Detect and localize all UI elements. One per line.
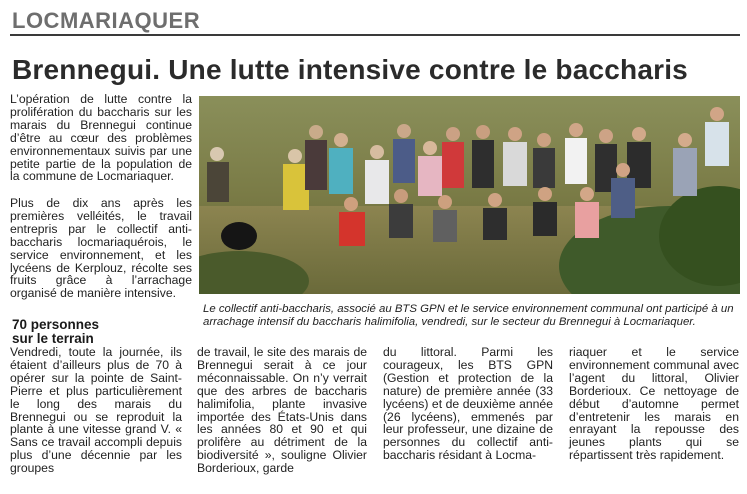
- intro-paragraph-1: L’opération de lutte contre la prolifération du baccharis sur les marais du Brennegui continue d’être au cœur des problèmes environnementaux suivis par une petite partie de la population de la commune de Locmariaquer.: [10, 92, 192, 184]
- subheading: [12, 318, 99, 346]
- subheading-line-2: sur le terrain: [12, 331, 94, 346]
- intro-paragraph-2: Plus de dix ans après les premières velléités, le travail entrepris par le collectif anti-baccharis locmariaquérois, le service environnement, et les lycéens de Kerplouz, récolte ses fruits grâce à l’arrachage organisé de manière intensive.: [10, 196, 192, 301]
- group-photo: [199, 96, 740, 294]
- body-column-1: Vendredi, toute la journée, ils étaient d’ailleurs plus de 70 à opérer sur la pointe de Saint-Pierre et plus particulièrement le long des marais du Brennegui ou se reproduit la plante à une vitesse grand V. « Sans ce travail accompli depuis plus d’une décennie par les groupes: [10, 345, 182, 476]
- photo-caption: Le collectif anti-baccharis, associé au BTS GPN et le service environnement communal ont participé à un arrachage intensif du baccharis halimifolia, vendredi, sur le secteur du Brennegui à Locmariaquer.: [203, 303, 734, 328]
- body-column-2: de travail, le site des marais de Brennegui serait à ce jour méconnaissable. On n’y verrait que des arbres de baccharis halimifolia, plante invasive importée des États-Unis dans les années 80 et 90 et qui prolifère au détriment de la biodiversité », souligne Olivier Borderioux, garde: [197, 345, 367, 476]
- section-title: LOCMARIAQUER: [12, 8, 201, 33]
- body-column-3: du littoral. Parmi les courageux, les BTS GPN (Gestion et protection de la nature) de première année (33 lycéens) et de deuxième année (26 lycéens), emmenés par leur professeur, une dizaine de personnes du collectif anti-baccharis résidant à Locma-: [383, 345, 553, 463]
- article-headline: Brennegui. Une lutte intensive contre le baccharis: [12, 54, 688, 85]
- subheading-line-1: 70 personnes: [12, 317, 100, 332]
- group-photo-illustration: [199, 96, 740, 294]
- body-column-4: riaquer et le service environnement communal avec l’agent du littoral, Olivier Borderioux. Ce nettoyage de début d’automne permet d’entretenir les marais en enrayant la repousse des jeunes plants qui se répartissent très rapidement.: [569, 345, 739, 463]
- section-header: [10, 6, 740, 36]
